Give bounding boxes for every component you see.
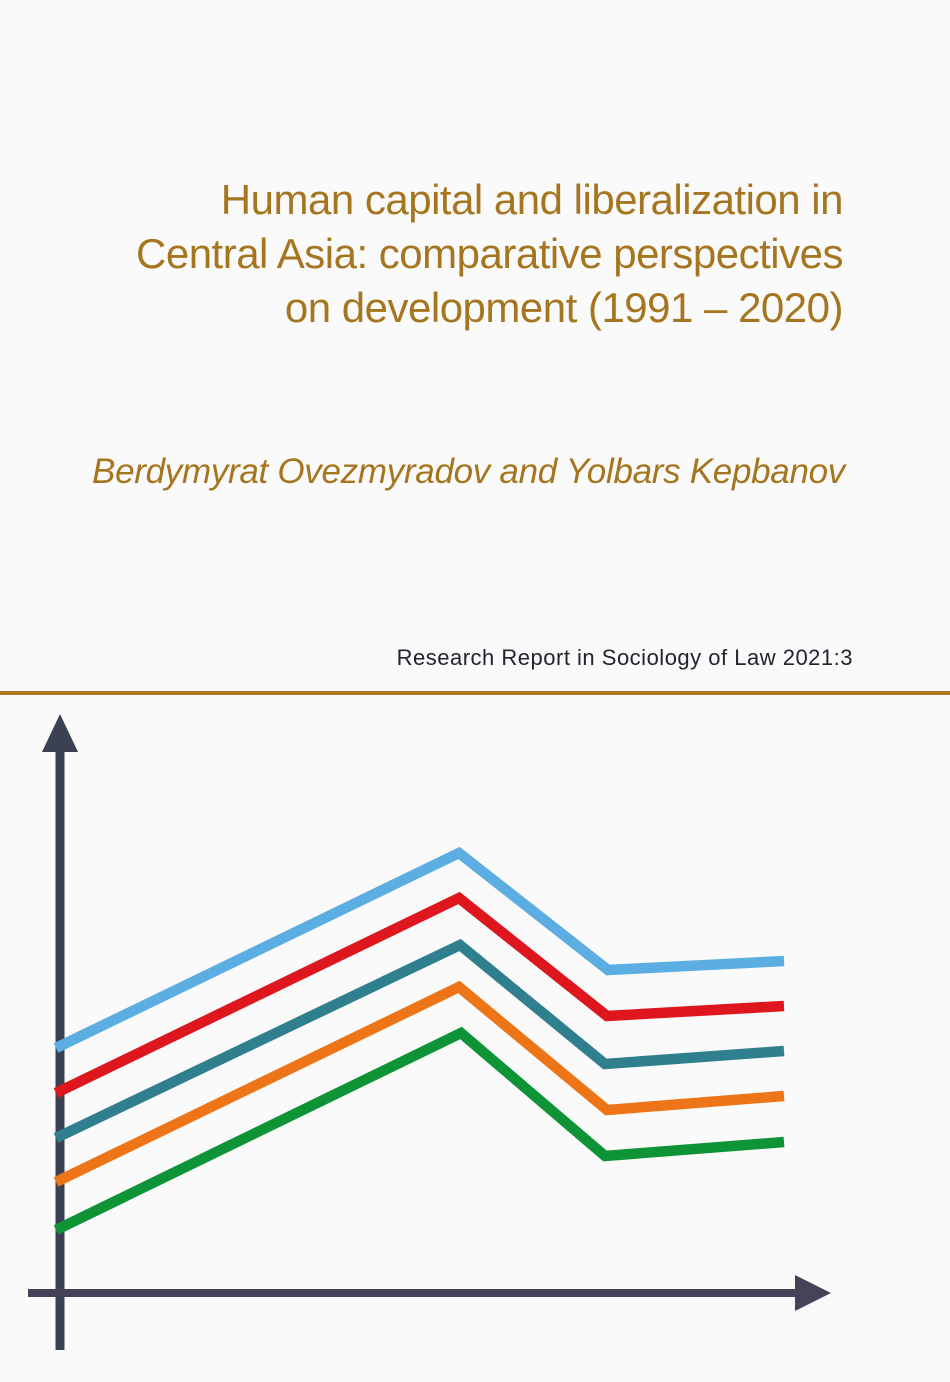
divider-rule: [0, 691, 950, 695]
cover-chart-svg: [0, 696, 950, 1382]
title-line-1: Human capital and liberalization in: [220, 176, 843, 223]
x-axis-arrow-icon: [795, 1275, 831, 1311]
y-axis-arrow-icon: [42, 714, 78, 752]
title-line-3: on development (1991 – 2020): [284, 284, 843, 331]
report-title: [136, 173, 843, 335]
series-line-light-blue: [56, 853, 784, 1048]
series-label: Research Report in Sociology of Law 2021:3: [396, 645, 853, 670]
title-line-2: Central Asia: comparative perspectives: [136, 230, 843, 277]
cover-chart: [0, 696, 950, 1382]
authors-line: Berdymyrat Ovezmyradov and Yolbars Kepbanov: [92, 452, 845, 491]
